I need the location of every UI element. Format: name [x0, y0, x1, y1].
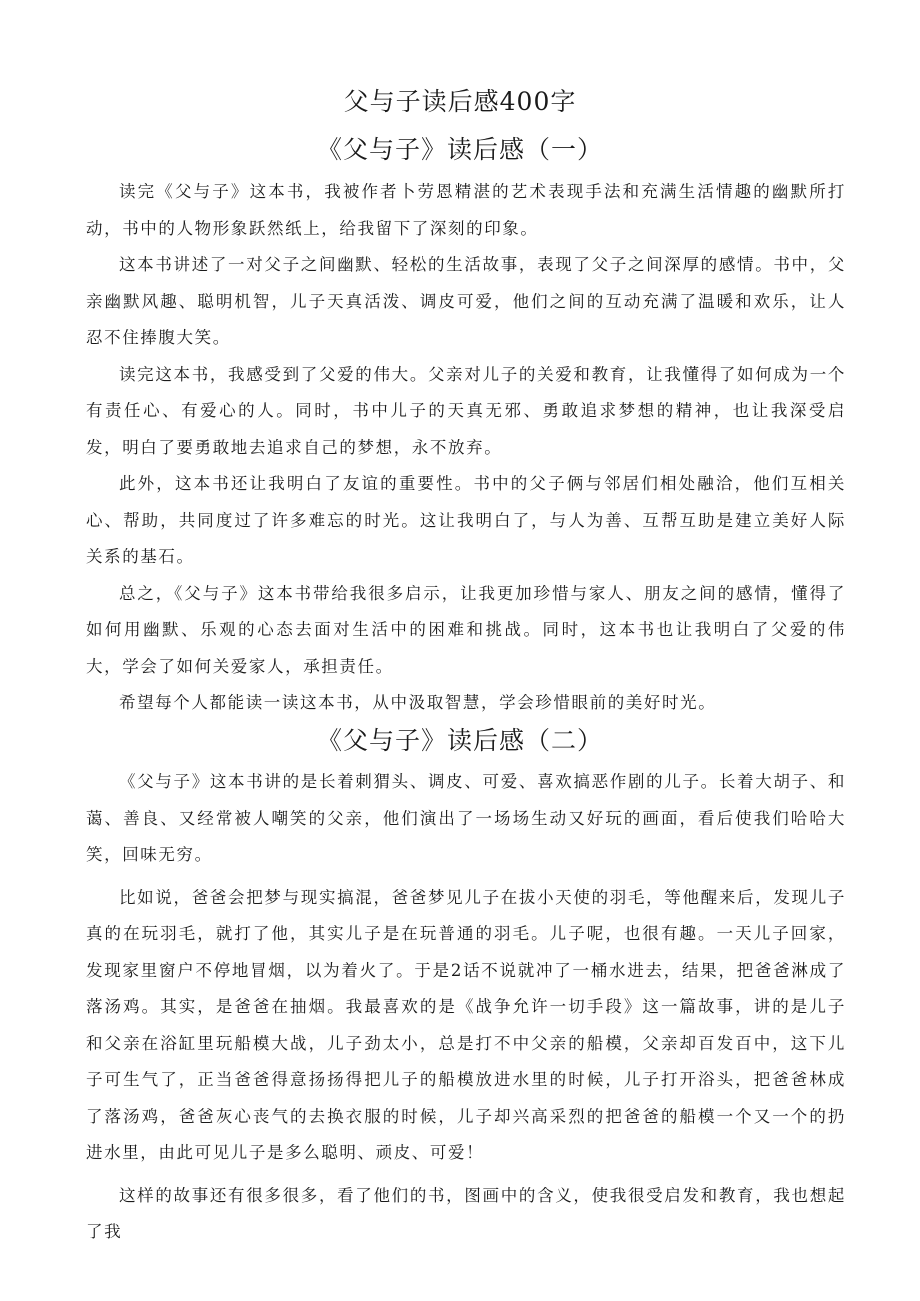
- paragraph: 总之，《父与子》这本书带给我很多启示，让我更加珍惜与家人、朋友之间的感情，懂得了如何用幽默、乐观的心态去面对生活中的困难和挑战。同时，这本书也让我明白了父爱的伟大，学会了如何关爱家人，承担责任。: [86, 583, 846, 676]
- paragraph: 比如说，爸爸会把梦与现实搞混，爸爸梦见儿子在拔小天使的羽毛，等他醒来后，发现儿子真的在玩羽毛，就打了他，其实儿子是在玩普通的羽毛。儿子呢，也很有趣。一天儿子回家，发现家里窗户不停地冒烟，以为着火了。于是2话不说就冲了一桶水进去，结果，把爸爸淋成了落汤鸡。其实，是爸爸在抽烟。我最喜欢的是《战争允许一切手段》这一篇故事，讲的是儿子和父亲在浴缸里玩船模大战，儿子劲太小，总是打不中父亲的船模，父亲却百发百中，这下儿子可生气了，正当爸爸得意扬扬得把儿子的船模放进水里的时候，儿子打开浴头，把爸爸林成了落汤鸡，爸爸灰心丧气的去换衣服的时候，儿子却兴高采烈的把爸爸的船模一个又一个的扔进水里，由此可见儿子是多么聪明、顽皮、可爱！: [86, 887, 846, 1162]
- paragraph: 《父与子》这本书讲的是长着刺猬头、调皮、可爱、喜欢搞恶作剧的儿子。长着大胡子、和蔼、善良、又经常被人嘲笑的父亲，他们演出了一场场生动又好玩的画面，看后使我们哈哈大笑，回味无穷。: [86, 772, 846, 864]
- paragraph: 读完这本书，我感受到了父爱的伟大。父亲对儿子的关爱和教育，让我懂得了如何成为一个有责任心、有爱心的人。同时，书中儿子的天真无邪、勇敢追求梦想的精神，也让我深受启发，明白了要勇敢地去追求自己的梦想，永不放弃。: [86, 364, 846, 457]
- paragraph: 读完《父与子》这本书，我被作者卜劳恩精湛的艺术表现手法和充满生活情趣的幽默所打动，书中的人物形象跃然纸上，给我留下了深刻的印象。: [86, 182, 846, 238]
- paragraph: 这样的故事还有很多很多，看了他们的书，图画中的含义，使我很受启发和教育，我也想起了我: [86, 1185, 846, 1241]
- section-heading-2: 《父与子》读后感（二）: [316, 726, 603, 755]
- document-title: 父与子读后感400字: [343, 87, 577, 116]
- paragraph: 此外，这本书还让我明白了友谊的重要性。书中的父子俩与邻居们相处融洽，他们互相关心、帮助，共同度过了许多难忘的时光。这让我明白了，与人为善、互帮互助是建立美好人际关系的基石。: [86, 474, 846, 566]
- section-body-2: [86, 764, 846, 1251]
- paragraph: 这本书讲述了一对父子之间幽默、轻松的生活故事，表现了父子之间深厚的感情。书中，父亲幽默风趣、聪明机智，儿子天真活泼、调皮可爱，他们之间的互动充满了温暖和欢乐，让人忍不住捧腹大笑。: [86, 255, 846, 347]
- section-body-1: [86, 174, 846, 722]
- paragraph: 希望每个人都能读一读这本书，从中汲取智慧，学会珍惜眼前的美好时光。: [119, 693, 717, 712]
- section-heading-1: 《父与子》读后感（一）: [316, 135, 603, 164]
